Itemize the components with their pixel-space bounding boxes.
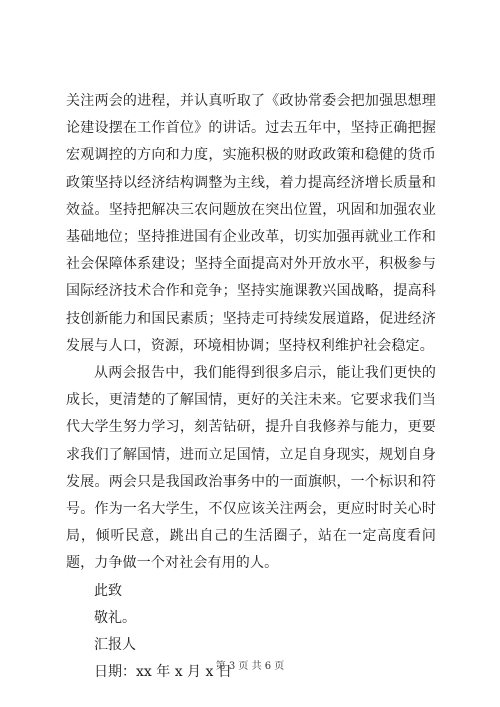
closing-respect: 敬礼。: [94, 609, 136, 626]
document-body: [66, 88, 436, 686]
page-footer: 第 3 页 共 6 页: [215, 661, 285, 672]
paragraph-reflection: 从两会报告中，我们能得到很多启示，能让我们更快的成长，更清楚的了解国情，更好的关注未来。它要求我们当代大学生努力学习，刻苦钻研，提升自我修养与能力，更要求我们了解国情，进而立足国情，立足自身现实，规划自身发展。两会只是我国政治事务中的一面旗帜，一个标识和符号。作为一名大学生，不仅应该关注两会，更应时时关心时局，倾听民意，跳出自己的生活圈子，站在一定高度看问题，力争做一个对社会有用的人。: [66, 365, 436, 572]
closing-salutation: 此致: [94, 582, 122, 599]
date-line: 日期：xx 年 x 月 x 日: [94, 664, 232, 681]
paragraph-continued: 关注两会的进程，并认真听取了《政协常委会把加强思想理论建设摆在工作首位》的讲话。过去五年中，坚持正确把握宏观调控的方向和力度，实施积极的财政政策和稳健的货币政策坚持以经济结构调整为主线，着力提高经济增长质量和效益。坚持把解决三农问题放在突出位置，巩固和加强农业基础地位；坚持推进国有企业改革，切实加强再就业工作和社会保障体系建设；坚持全面提高对外开放水平，积极参与国际经济技术合作和竞争；坚持实施课教兴国战略，提高科技创新能力和国民素质；坚持走可持续发展道路，促进经济发展与人口，资源，环境相协调；坚持权利维护社会稳定。: [66, 93, 436, 354]
reporter-label: 汇报人: [94, 637, 136, 654]
